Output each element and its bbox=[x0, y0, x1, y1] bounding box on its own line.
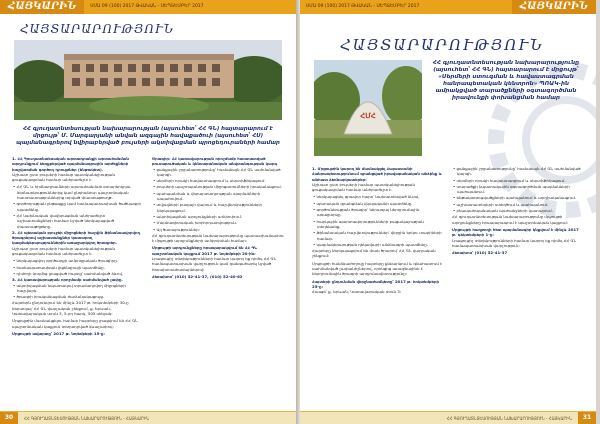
paragraph: Աշխատ ըստ բույսերի համար պատկանելիության ցուցակագրման համար անհրաժեշտ է. bbox=[12, 245, 115, 257]
svg-text:ՀՄՀ: ՀՄՀ bbox=[360, 113, 376, 120]
bullet-item: • բույսերի պաշտպանության միջոցառումների իրականացում. bbox=[153, 184, 282, 190]
announcement-intro: ՀՀ գյուղատնտեսության նախարարության (այսուհետ՝ ՀՀ ԳՆ) հայտարարում է մրցույթ՝ Մ. Մարգարյանի անվան ազգային հավաքածուի (այսուհետ՝ ՀՍ) պայմանագրերով նվիրաբերված բույսերի ակտիվացման պրոցեդուրաների համար bbox=[16, 126, 280, 146]
left-footer bbox=[0, 411, 296, 424]
bullet-item: • գործողության ընթացքը կամ համապատասխան ծածկագրի պատճենը. bbox=[13, 201, 141, 212]
bullet-item: • սերմերի որակի հավաստագրում և սերտիֆիկացում. bbox=[153, 178, 266, 184]
paragraph: Հայտերը ներկայացվում են փակ ծրարով՝ ՀՀ ԳՆ վարչական շենքում: bbox=[312, 248, 436, 259]
page-number: 30 bbox=[0, 412, 18, 424]
bullet-item: • բնապահպանական պահանջների կատարում. bbox=[453, 208, 553, 214]
left-column-1 bbox=[12, 156, 142, 336]
announcement-intro: ՀՀ գյուղատնտեսության նախարարությունը (այսուհետ՝ ՀՀ ԳՆ) հայտարարում է մրցույթ՝ «Սերմերի ստուգման և հավաստագրման հանրապետական կենտրոն» ՊՈԱԿ-ին ամրակցված տարածքների օգտագործման իրավունքի փոխանցման համար bbox=[432, 60, 580, 101]
subheading: Մրցույթի ավարտը՝ 2017 թ. նոյեմբերի 15-ը: bbox=[12, 330, 105, 336]
subheading: Մրցույթի արդյունքները հրապարակվում են ՀՀ ԳՆ պաշտոնական կայքում 2017 թ. նոյեմբերի 20-ին: bbox=[152, 245, 257, 256]
left-header bbox=[0, 0, 296, 14]
bullet-item: • դիմողի կողմից լրացված հայտը՝ սահմանված ձևով. bbox=[13, 270, 124, 276]
subheading: 3. ՀՀ կառավարության որոշմամբ սահմանված չափը. bbox=[12, 277, 123, 283]
right-footer bbox=[300, 411, 596, 424]
page-title: ՀԱՅՏԱՐԱՐՈՒԹՅՈՒՆ bbox=[20, 22, 174, 36]
bullet-item: • Այլ ծառայություններ։ bbox=[153, 226, 200, 232]
paragraph: Աշխատ ըստ բույսերի համար պատկանելիության ցուցակագրման համար անհրաժեշտ է. bbox=[12, 171, 115, 183]
bullet-item: • կազմակերպության ղեկավարի անձնագրի պատճենը. bbox=[313, 241, 428, 247]
right-header bbox=[300, 0, 596, 14]
page-title: ՀԱՅՏԱՐԱՐՈՒԹՅՈՒՆ bbox=[340, 36, 544, 54]
bullet-item: • պետական գրանցման վկայականի պատճենը. bbox=[313, 200, 413, 206]
page-number: 31 bbox=[578, 412, 596, 424]
subheading: Հայտերի ընդունման վերջնաժամկետը՝ 2017 թ. հոկտեմբերի 25-ը: bbox=[312, 278, 440, 289]
paragraph: ՀՀ գյուղատնտեսության նախարարությունը պատասխանատու է մրցույթի արդյունքների ամփոփման համար: bbox=[152, 232, 284, 244]
paragraph: ՀՀ գյուղատնտեսության նախարարությունը մրցույթի արդյունքները հրապարակում է պաշտոնական կայքում: bbox=[452, 214, 568, 225]
bullet-item: • ներկայացնել գրավոր հայտ՝ նախատեսված ձևով. bbox=[313, 194, 420, 200]
left-page bbox=[0, 0, 296, 424]
bullet-item: • գործունեության ծրագիր՝ ներառյալ ներդրումային առաջարկը. bbox=[313, 207, 420, 218]
bullet-item: • ՀՀ ԳՆ և հիմնադրամների արտահանման օտարերկրյա ձեռնարկություններից կամ ընդհանուր պաշտոնական հաստատություններից տրված փաստաթուղթ. bbox=[13, 184, 131, 201]
paragraph: Լրացուցիչ տեղեկությունների համար կարող եք դիմել ՀՀ ԳՆ համապատասխան վարչություն կամ զանգահարել նշված հեռախոսահամարներով: bbox=[152, 256, 277, 272]
monument-photo bbox=[314, 60, 422, 156]
magazine-logo: ՀԱՅԿԱՐԻՆ bbox=[512, 0, 596, 14]
bullet-item: • համապատասխան լիցենզիայի պատճենը. bbox=[13, 264, 105, 270]
paragraph: Աշխատ ըստ բույսերի համար պատկանելիության ցուցակագրման համար անհրաժեշտ է. bbox=[312, 181, 415, 193]
subheading: 1. ՀՀ Գյուղատնտեսական արտադրանքի արտահանման արդյունքում ձեռքբերված պայմանագրային արժեքների հաշվառման գործող դրույթներ (ենթակետ). bbox=[12, 156, 129, 172]
bullet-item: • ներկայացվող գործարքի ամբողջական ծրագիրը. bbox=[13, 258, 118, 264]
subheading: Հեռախոս՝ (010) 52-41-37, (010) 52-40-62 bbox=[152, 273, 243, 279]
footer-text: ՀՀ ԳՅՈՒՂԱՏՆՏԵՍՈՒԹՅԱՆ ՆԱԽԱՐԱՐՈՒԹՅՈՒՆ - ՀԱՅԿԱՐԻՆ bbox=[24, 415, 150, 421]
bullet-item: • պահպանման և վերարտադրության պայմանների ապահովում. bbox=[153, 190, 261, 202]
right-column-2 bbox=[452, 166, 584, 255]
bullet-item: • սերմերի որակի հավաստագրում և սերտիֆիկացում. bbox=[453, 177, 566, 183]
issue-line: ՍՄԱ 09 (100) 2017 ԹՎԱԿԱՆ - ՍԵՊՏԵՄԲԵՐ 2017 bbox=[300, 0, 512, 14]
subheading: 1. Մրցույթին կարող են մասնակցել Հայաստանի Հանրապետությունում գրանցված իրավաբանական անձինք և անհատ ձեռնարկատերեր: bbox=[312, 166, 442, 182]
subheading: Մրցույթի հաղթողի հետ պայմանագիր կնքվում է մինչև 2017 թ. դեկտեմբերի 1-ը: bbox=[452, 226, 579, 238]
bullet-item: • ցանքային շրջանառությունը՝ համաձայն ՀՀ ԳՆ սահմանված կարգի. bbox=[153, 166, 281, 177]
right-column-1 bbox=[312, 166, 444, 297]
building-photo bbox=[14, 40, 282, 120]
paragraph: Մրցույթի հանձնաժողովը հայտերը քննարկում և գնահատում է սահմանված չափանիշներով, որոնցից առաջնայինն է ներդրումային ծրագրի արդյունավետությունը: bbox=[312, 260, 443, 277]
bullet-item: • ՀՀ նախնական վավերացման անհրաժեշտ աշխատանքների համար նշված ներկայացված փաստաթղթերը. bbox=[13, 212, 115, 229]
right-page bbox=[300, 0, 596, 424]
issue-line: ՍՄԱ 09 (100) 2017 ԹՎԱԿԱՆ - ՍԵՊՏԵՄԲԵՐ 2017 bbox=[84, 0, 296, 14]
bullet-item: • տարածքի նպատակային օգտագործման պայմանների պահպանում. bbox=[453, 183, 570, 195]
paragraph: Մրցույթին մասնակցելու համար հայտերը լրացվում են ՀՀ ԳՆ պաշտոնական կայքում տեղադրված ձևաչափով: bbox=[12, 318, 138, 329]
bullet-item: • ծրագրի իրականացման ժամանակացույց. bbox=[13, 294, 105, 300]
paragraph: Լրացուցիչ տեղեկությունների համար կարող եք դիմել ՀՀ ԳՆ համապատասխան վարչություն: bbox=[452, 237, 577, 248]
subheading: 2. ՀՀ պետական բյուջեի միջոցների հաշվին ֆինանսավորվող ծրագրերով աշխատանքներ կատարող կազմակերպություններին առաջարկվող ծրագրեր. bbox=[12, 229, 140, 246]
bullet-item: • աշխատատեղերի ստեղծում և պահպանում. bbox=[453, 201, 549, 207]
bullet-item: • հարկային պարտավորությունների բացակայության տեղեկանք. bbox=[313, 218, 424, 229]
paragraph: Հայտերն ընդունվում են մինչև 2017 թ. հոկտեմբերի 30-ը ներառյալ՝ ՀՀ ԳՆ վարչական շենքում, ք. Երևան, Կառավարական տուն 3, 5-րդ հարկ, 505 սենյակ: bbox=[12, 300, 129, 317]
magazine-logo: ՀԱՅԿԱՐԻՆ bbox=[0, 0, 84, 14]
bullet-item: • ցանքային շրջանառությունը՝ համաձայն ՀՀ ԳՆ սահմանված կարգի. bbox=[453, 166, 581, 177]
bullet-item: • ակտիվացման արդյունքների ամփոփում. bbox=[153, 213, 242, 219]
bullet-item: • ֆինանսական հաշվետվություններ՝ վերջին երկու տարիների համար. bbox=[313, 230, 442, 241]
bullet-item: • ակտիվացման նպատակով տրամադրվող միջոցների հաշվարկ. bbox=[13, 282, 126, 293]
bullet-item: • տվյալների բազայի վարում և հաշվետվությունների ներկայացում. bbox=[153, 202, 262, 213]
subheading: Ծրագիր: ՀՀ կառավարության որոշմամբ հաստատված բուսաբուծական և կենսաբանական անվտանգության կարգ bbox=[152, 156, 278, 167]
bullet-item: • Մասնագիտական խորհրդատվություն. bbox=[153, 220, 237, 226]
left-column-2 bbox=[152, 156, 284, 279]
subheading: Հեռախոս՝ (010) 52-41-37 bbox=[452, 250, 508, 256]
paragraph: Հասցե՝ ք. Երևան, Կառավարական տուն 3: bbox=[312, 289, 402, 295]
footer-text: ՀՀ ԳՅՈՒՂԱՏՆՏԵՍՈՒԹՅԱՆ ՆԱԽԱՐԱՐՈՒԹՅՈՒՆ - ՀԱՅԿԱՐԻՆ bbox=[446, 415, 572, 421]
bullet-item: • ենթակառուցվածքների պահպանում և արդիականացում. bbox=[453, 195, 577, 201]
